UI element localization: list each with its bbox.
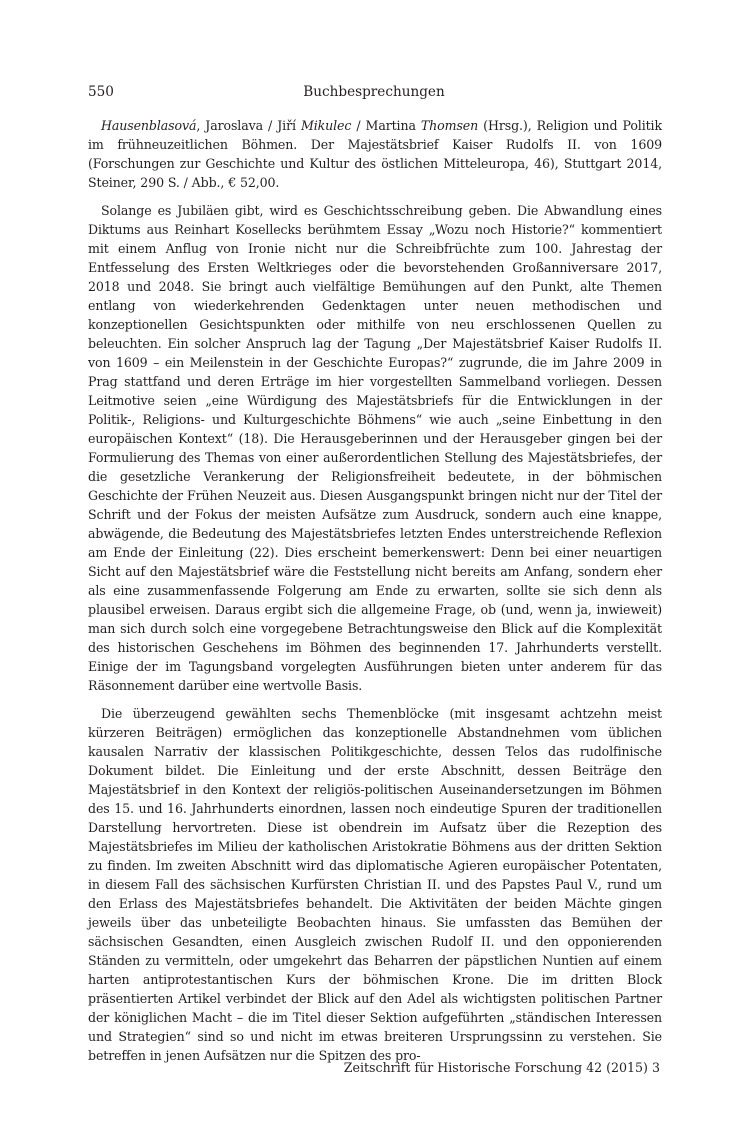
body-paragraph: Solange es Jubiläen gibt, wird es Geschichtsschreibung geben. Die Abwandlung eines Diktums aus Reinhart Kosellecks berühmtem Essay „Wozu noch Historie?“ kommentiert mit einem Anflug von Ironie nicht nur die Schreibfrüchte zum 100. Jahrestag der Entfesselung des Ersten Weltkrieges oder die bevorstehenden Großanniversare 2017, 2018 und 2048. Sie bringt auch vielfältige Bemühungen auf den Punkt, alte Themen entlang von wiederkehrenden Gedenktagen unter neuen methodischen und konzeptionellen Gesichtspunkten oder mithilfe von neu erschlossenen Quellen zu beleuchten. Ein solcher Anspruch lag der Tagung „Der Majestätsbrief Kaiser Rudolfs II. von 1609 – ein Meilenstein in der Geschichte Europas?“ zugrunde, die im Jahre 2009 in Prag stattfand und deren Erträge im hier vorgestellten Sammelband vorliegen. Dessen Leitmotive seien „eine Würdigung des Majestätsbriefs für die Entwicklungen in der Politik-, Religions- und Kulturgeschichte Böhmens“ wie auch „seine Einbettung in den europäischen Kontext“ (18). Die Herausgeberinnen und der Herausgeber gingen bei der Formulierung des Themas von einer außerordentlichen Stellung des Majestätsbriefes, der die gesetzliche Verankerung der Religionsfreiheit bedeutete, in der böhmischen Geschichte der Frühen Neuzeit aus. Diesen Ausgangspunkt bringen nicht nur der Titel der Schrift und der Fokus der meisten Aufsätze zum Ausdruck, sondern auch eine knappe, abwägende, die Bedeutung des Majestätsbriefes letzten Endes unterstreichende Reflexion am Ende der Einleitung (22). Dies erscheint bemerkenswert: Denn bei einer neuartigen Sicht auf den Majestätsbrief wäre die Feststellung nicht bereits am Anfang, sondern eher als eine zusammenfassende Folgerung am Ende zu erwarten, sollte sie sich denn als plausibel erweisen. Daraus ergibt sich die allgemeine Frage, ob (und, wenn ja, inwieweit) man sich durch solch eine vorgegebene Betrachtungsweise den Blick auf die Komplexität des historischen Geschehens im Böhmen des beginnenden 17. Jahrhunderts verstellt. Einige der im Tagungsband vorgelegten Ausführungen bieten unter anderem für das Räsonnement darüber eine wertvolle Basis. (88, 203, 662, 693)
bibliographic-entry (88, 116, 662, 192)
author-surname: Thomsen (420, 118, 479, 133)
page-header (88, 82, 660, 102)
bibliographic-details: (Hrsg.), Religion und Politik im frühneuzeitlichen Böhmen. Der Majestätsbrief Kaiser Rudolfs II. von 1609 (Forschungen zur Geschichte und Kultur des östlichen Mitteleuropa, 46), Stuttgart 2014, Steiner, 290 S. / Abb., € 52,00. (88, 118, 662, 190)
page-number: 550 (88, 84, 114, 100)
author-surname: Hausenblasová (101, 118, 197, 133)
journal-footer: Zeitschrift für Historische Forschung 42 (2015) 3 (343, 1060, 660, 1075)
author-names: / Martina (351, 118, 421, 133)
author-names: , Jaroslava / Jiří (196, 118, 301, 133)
body-paragraph: Die überzeugend gewählten sechs Themenblöcke (mit insgesamt achtzehn meist kürzeren Beiträgen) ermöglichen das konzeptionelle Abstandnehmen vom üblichen kausalen Narrativ der klassischen Politikgeschichte, dessen Telos das rudolfinische Dokument bildet. Die Einleitung und der erste Abschnitt, dessen Beiträge den Majestätsbrief in den Kontext der religiös-politischen Auseinandersetzungen im Böhmen des 15. und 16. Jahrhunderts einordnen, lassen noch eindeutige Spuren der traditionellen Darstellung hervortreten. Diese ist obendrein im Aufsatz über die Rezeption des Majestätsbriefes im Milieu der katholischen Aristokratie Böhmens aus der dritten Sektion zu finden. Im zweiten Abschnitt wird das diplomatische Agieren europäischer Potentaten, in diesem Fall des sächsischen Kurfürsten Christian II. und des Papstes Paul V., rund um den Erlass des Majestätsbriefes behandelt. Die Aktivitäten der beiden Mächte gingen jeweils über das unbeteiligte Beobachten hinaus. Sie umfassten das Bemühen der sächsischen Gesandten, einen Ausgleich zwischen Rudolf II. und den opponierenden Ständen zu vermitteln, oder umgekehrt das Beharren der päpstlichen Nuntien auf einem harten antiprotestantischen Kurs der böhmischen Krone. Die im dritten Block präsentierten Artikel verbindet der Blick auf den Adel als wichtigsten politischen Partner der königlichen Macht – die im Titel dieser Sektion aufgeführten „ständischen Interessen und Strategien“ sind so und nicht im etwas breiteren Ursprungssinn zu verstehen. Sie betreffen in jenen Aufsätzen nur die Spitzen des pro- (88, 706, 662, 1063)
running-title: Buchbesprechungen (303, 84, 445, 100)
page-content (88, 116, 662, 1065)
author-surname: Mikulec (300, 118, 352, 133)
